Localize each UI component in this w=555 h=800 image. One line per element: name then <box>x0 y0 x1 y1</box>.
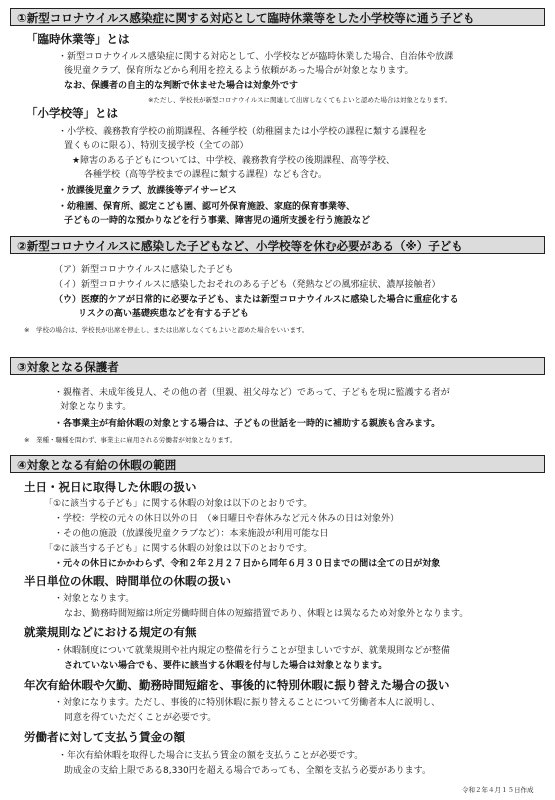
hannichi-line-1: ・対象となります。 <box>54 594 135 604</box>
section-4-heading: ④対象となる有給の休暇の範囲 <box>10 455 545 473</box>
shogakko-line-4: 各種学校（高等学校までの課程に類する課程）なども含む。 <box>84 170 328 180</box>
sec2-item-i: （イ）新型コロナウイルスに感染したおそれのある子ども（発熱などの風邪症状、濃厚接触者） <box>54 280 441 290</box>
heading-nenji-kyuka: 年次有給休暇や欠勤、勤務時間短縮を、事後的に特別休暇に振り替えた場合の扱い <box>24 678 450 692</box>
sec2-item-a: （ア）新型コロナウイルスに感染した子ども <box>54 265 234 275</box>
shogakko-line-3: ★障害のある子どもについては、中学校、義務教育学校の後期課程、高等学校、 <box>72 156 395 166</box>
sec3-line-3: ・各事業主が有給休暇の対象とする場合は、子どもの世話を一時的に補助する親族も含みます。 <box>54 419 441 429</box>
donichi-line-3: ・その他の施設（放課後児童クラブなど）：本来施設が利用可能な日 <box>54 529 329 539</box>
donichi-line-4: 「②に該当する子ども」に関する休暇の対象は以下のとおりです。 <box>44 544 313 554</box>
shogakko-line-5: ・放課後児童クラブ、放課後等デイサービス <box>58 186 237 196</box>
shogakko-line-2: 置くものに限る）、特別支援学校（全ての部） <box>64 141 249 151</box>
sec2-item-u-line-1: （ウ）医療的ケアが日常的に必要な子ども、または新型コロナウイルスに感染した場合に重症化する <box>54 295 459 305</box>
rinji-line-1: ・新型コロナウイルス感染症に関する対応として、小学校などが臨時休業した場合、自治体や放課 <box>58 52 454 62</box>
chingin-line-1: ・年次有給休暇を取得した場合に支払う賃金の額を支払うことが必要です。 <box>58 751 364 761</box>
section-1-heading: ①新型コロナウイルス感染症に関する対応として臨時休業等をした小学校等に通う子ども <box>10 8 545 26</box>
shugyo-line-2: されていない場合でも、要件に該当する休暇を付与した場合は対象となります。 <box>64 661 388 671</box>
chingin-line-2: 助成金の支給上限である8,330円を超える場合であっても、全額を支払う必要があります。 <box>64 766 431 776</box>
shogakko-line-1: ・小学校、義務教育学校の前期課程、各種学校（幼稚園または小学校の課程に類する課程を <box>58 127 428 137</box>
section-2-heading: ②新型コロナウイルスに感染した子どもなど、小学校等を休む必要がある（※）子ども <box>10 236 545 254</box>
heading-rinji-kyugyo: 「臨時休業等」とは <box>26 32 130 46</box>
donichi-line-5: ・元々の休日にかかわらず、令和２年２月２７日から同年６月３０日までの間は全ての日が対象 <box>54 559 441 569</box>
creation-date: 令和２年４月１５日作成 <box>462 786 534 794</box>
sec3-line-1: ・親権者、未成年後見人、その他の者（里親、祖父母など）であって、子どもを現に監護する者が <box>54 388 450 398</box>
hannichi-line-2: なお、勤務時間短縮は所定労働時間自体の短縮措置であり、休暇とは異なるため対象外となります。 <box>64 609 469 619</box>
heading-donichi: 土日・祝日に取得した休暇の扱い <box>24 480 197 494</box>
sec3-line-2: 対象となります。 <box>60 402 132 412</box>
rinji-line-2: 後児童クラブ、保育所などから利用を控えるよう依頼があった場合が対象となります。 <box>64 66 414 76</box>
shogakko-line-7: 子どもの一時的な預かりなどを行う事業、障害児の通所支援を行う施設など <box>64 216 371 226</box>
shugyo-line-1: ・休暇制度について就業規則や社内規定の整備を行うことが望ましいですが、就業規則などが整備 <box>54 646 450 656</box>
shogakko-line-6: ・幼稚園、保育所、認定こども園、認可外保育施設、家庭的保育事業等、 <box>58 202 356 212</box>
rinji-line-3: なお、保護者の自主的な判断で休ませた場合は対象外です <box>64 81 299 91</box>
sec3-note: ※ 業種・職種を問わず、事業主に雇用される労働者が対象となります。 <box>24 436 237 444</box>
heading-chingin: 労働者に対して支払う賃金の額 <box>24 730 185 744</box>
rinji-note: ※ただし、学校長が新型コロナウイルスに関連して出席しなくてもよいと認めた場合は対象となります。 <box>148 96 452 104</box>
heading-shogakko-to: 「小学校等」とは <box>26 106 118 120</box>
nenji-line-1: ・対象になります。ただし、事後的に特別休暇に振り替えることについて労働者本人に説明し、 <box>54 698 441 708</box>
section-3-heading: ③対象となる保護者 <box>10 357 545 375</box>
donichi-line-1: 「①に該当する子ども」に関する休暇の対象は以下のとおりです。 <box>44 499 313 509</box>
heading-shugyo-kisoku: 就業規則などにおける規定の有無 <box>24 625 197 639</box>
sec2-note: ※ 学校の場合は、学校長が出席を停止し、または出席しなくてもよいと認めた場合をいいます。 <box>24 326 309 334</box>
sec2-item-u-line-2: リスクの高い基礎疾患などを有する子ども <box>78 309 249 319</box>
nenji-line-2: 同意を得ていただくことが必要です。 <box>64 713 217 723</box>
heading-hannichi: 半日単位の休暇、時間単位の休暇の扱い <box>24 574 231 588</box>
donichi-line-2: ・学校：学校の元々の休日以外の日 （※日曜日や春休みなど元々休みの日は対象外） <box>54 514 400 524</box>
